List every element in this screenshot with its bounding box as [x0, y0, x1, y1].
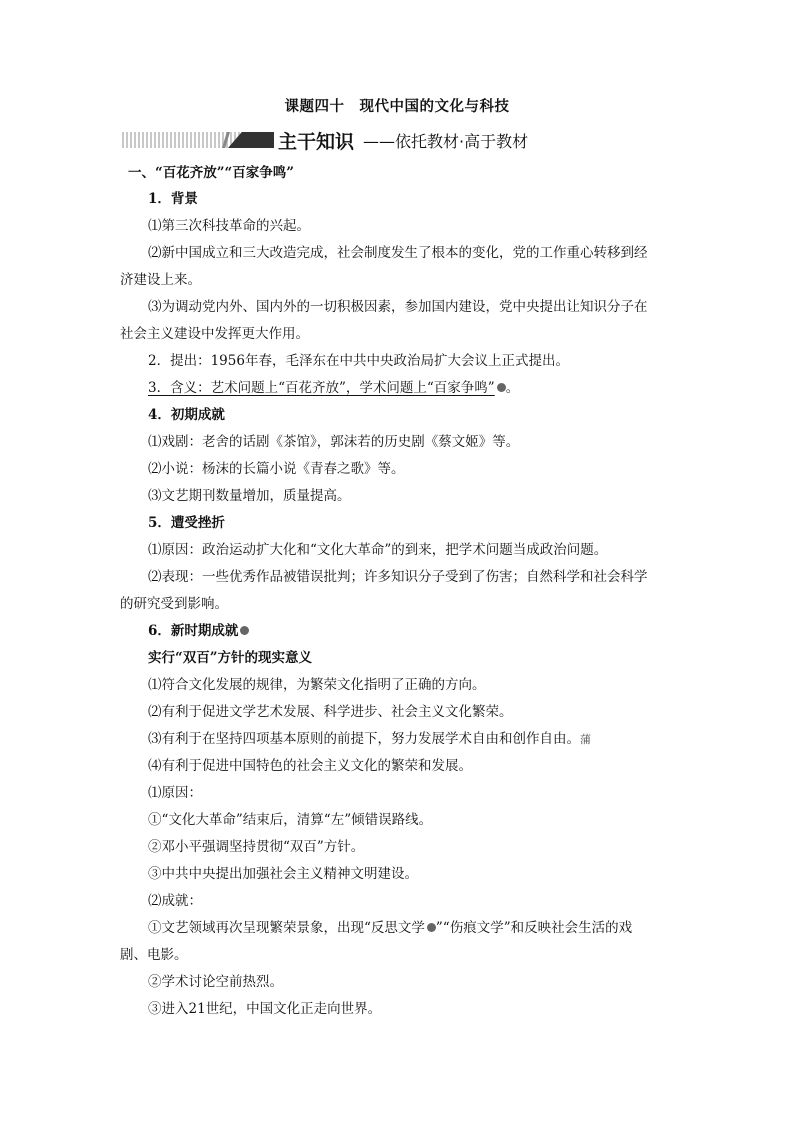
annotation-marker-icon	[240, 626, 249, 635]
paragraph-continuation: 济建设上来。	[120, 272, 201, 288]
list-item: ③进入21世纪，中国文化正走向世界。	[148, 1001, 382, 1017]
note-item: ⑷有利于促进中国特色的社会主义文化的繁荣和发展。	[148, 758, 472, 774]
meaning-text: 3．含义：艺术问题上“百花齐放”，学术问题上“百家争鸣”	[148, 380, 495, 396]
paragraph: ⑴第三次科技革命的兴起。	[148, 218, 310, 234]
punctuation: 。	[505, 380, 520, 396]
paragraph-continuation: 剧、电影。	[120, 947, 188, 963]
banner-title: 主干知识	[278, 131, 355, 153]
note-item	[148, 729, 680, 750]
paragraph: 2．提出：1956年春，毛泽东在中共中央政治局扩大会议上正式提出。	[148, 353, 569, 369]
banner-subtitle: ——依托教材·高于教材	[363, 132, 529, 151]
paragraph: ⑵成就：	[148, 893, 202, 909]
paragraph: ⑵小说：杨沫的长篇小说《青春之歌》等。	[148, 461, 405, 477]
list-item: ①“文化大革命”结束后，清算“左”倾错误路线。	[148, 812, 433, 828]
margin-mark: 蒲	[580, 733, 591, 746]
subheading: 4．初期成就	[148, 407, 225, 423]
note-heading: 实行“双百”方针的现实意义	[148, 650, 313, 666]
note-text: ⑶有利于在坚持四项基本原则的前提下，努力发展学术自由和创作自由。	[148, 731, 580, 747]
section-banner	[122, 128, 682, 154]
paragraph-continuation: 社会主义建设中发挥更大作用。	[120, 326, 309, 342]
list-item	[148, 918, 680, 938]
paragraph: ⑶为调动党内外、国内外的一切积极因素，参加国内建设，党中央提出让知识分子在	[148, 299, 648, 315]
subheading-background: 1．背景	[148, 191, 198, 207]
paragraph: ⑶文艺期刊数量增加，质量提高。	[148, 488, 351, 504]
paragraph: ⑵表现：一些优秀作品被错误批判；许多知识分子受到了伤害；自然科学和社会科学	[148, 569, 648, 585]
list-item: ②学术讨论空前热烈。	[148, 974, 283, 990]
annotation-marker-icon	[497, 383, 506, 392]
subheading: 5．遭受挫折	[148, 515, 225, 531]
note-item: ⑴符合文化发展的规律，为繁荣文化指明了正确的方向。	[148, 677, 486, 693]
subheading-text: 6．新时期成就	[148, 623, 239, 639]
page-title: 课题四十 现代中国的文化与科技	[284, 98, 510, 115]
paragraph-continuation: 的研究受到影响。	[120, 596, 228, 612]
list-item: ②邓小平强调坚持贯彻“双百”方针。	[148, 839, 365, 855]
paragraph	[148, 378, 680, 398]
list-item: ③中共中央提出加强社会主义精神文明建设。	[148, 866, 418, 882]
note-item: ⑵有利于促进文学艺术发展、科学进步、社会主义文化繁荣。	[148, 704, 513, 720]
paragraph: ⑴原因：	[148, 785, 202, 801]
section-heading: 一、“百花齐放”“百家争鸣”	[128, 165, 295, 181]
annotation-marker-icon	[427, 923, 436, 932]
paragraph: ⑴原因：政治运动扩大化和“文化大革命”的到来，把学术问题当成政治问题。	[148, 542, 608, 558]
list-text: ①文艺领域再次呈现繁荣景象，出现“反思文学	[148, 920, 425, 936]
paragraph: ⑴戏剧：老舍的话剧《茶馆》，郭沫若的历史剧《蔡文姬》等。	[148, 434, 520, 450]
list-text: ”“伤痕文学”和反映社会生活的戏	[435, 920, 633, 936]
subheading	[148, 621, 680, 641]
paragraph: ⑵新中国成立和三大改造完成，社会制度发生了根本的变化，党的工作重心转移到经	[148, 245, 648, 261]
